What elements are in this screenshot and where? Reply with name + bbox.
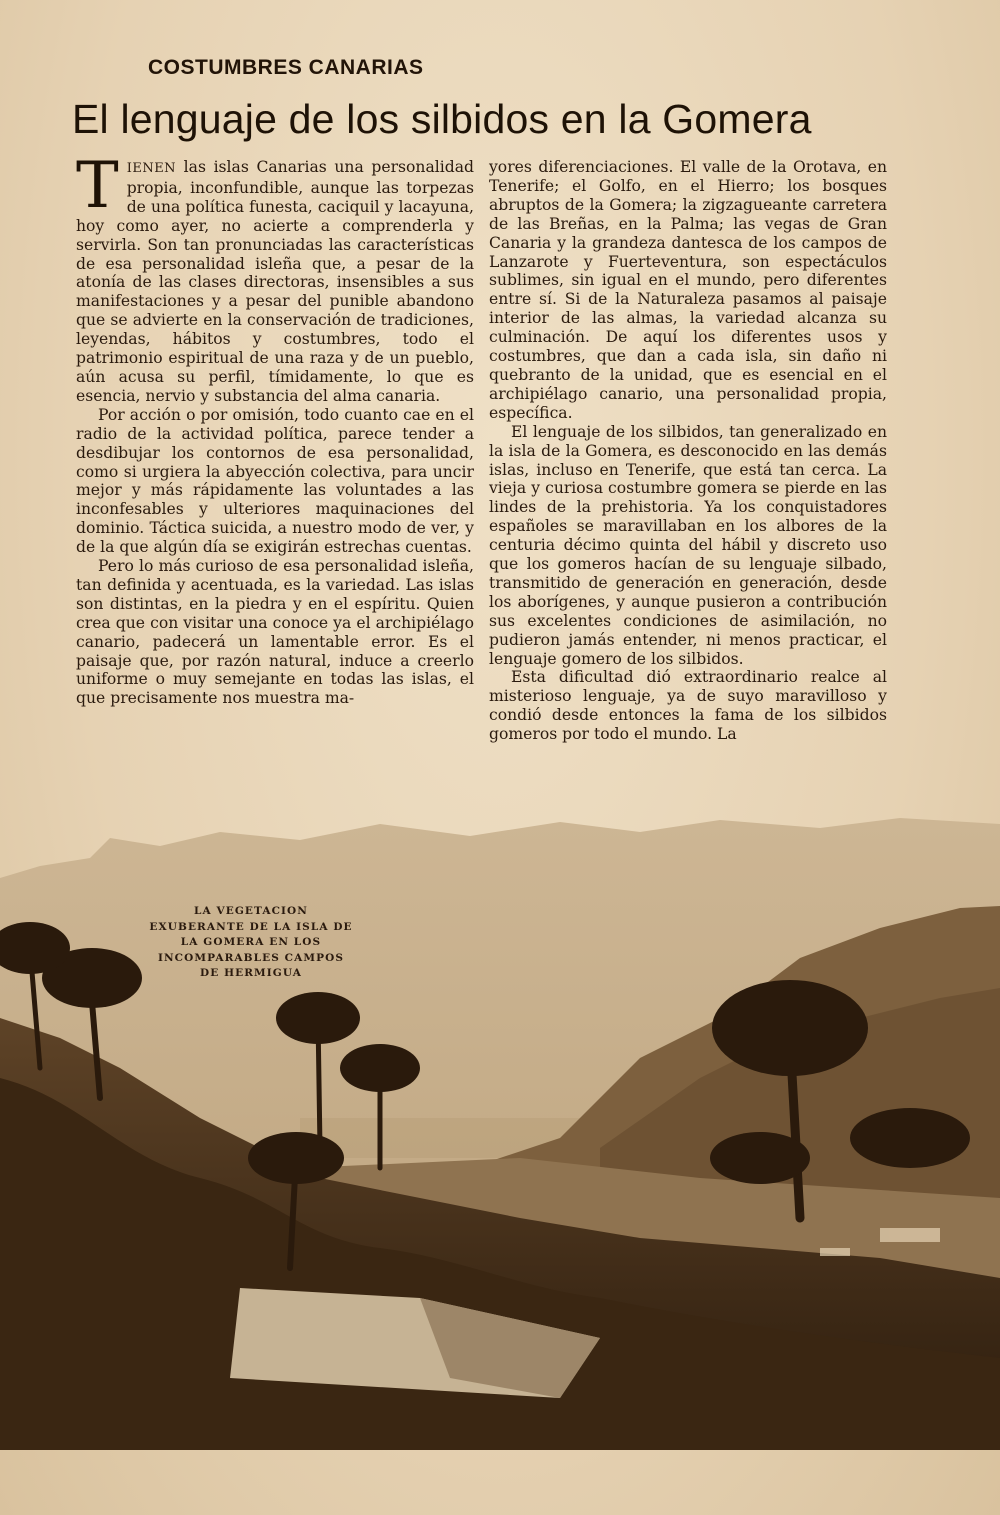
- article-paragraph: El lenguaje de los silbidos, tan generalizado en la isla de la Gomera, es desconocido en las demás islas, incluso en Tenerife, que está tan cerca. La vieja y curiosa costumbre gomera se pierde en las lindes de la prehistoria. Ya los conquistadores españoles se maravillaban en los albores de la centuria décimo quinta del hábil y discreto uso que los gomeros hacían de su lenguaje silbado, transmitido de generación en generación, desde los aborígenes, y aunque pusieron a contribución sus excelentes condiciones de asimilación, no pudieron jamás entender, ni menos practicar, el lenguaje gomero de los silbidos.: [489, 422, 887, 668]
- lead-word: IENEN: [126, 161, 177, 176]
- archive-pencil-mark: [879, 1462, 891, 1484]
- article-title: El lenguaje de los silbidos en la Gomera: [72, 96, 812, 142]
- section-label: COSTUMBRES CANARIAS: [148, 56, 424, 79]
- article-paragraph: TIENEN las islas Canarias una personalidad propia, inconfundible, aunque las torpezas de una política funesta, caciquil y lacayuna, hoy como ayer, no aciertе a comprenderla y servirla. Son tan pronunciadas las características de esa personalidad isleña que, a pesar de la atonía de las clases directoras, insensibles a sus manifestaciones y a pesar del punible abandono que se advierte en la conservación de tradiciones, leyendas, hábitos y costumbres, todo el patrimonio espiritual de una raza y de un pueblo, aún acusa su perfil, tímidamente, lo que es esencia, nervio y substancia del alma canaria.: [76, 149, 474, 405]
- article-column-right: [489, 158, 887, 744]
- article-paragraph: Por acción o por omisión, todo cuanto cae en el radio de la actividad política, parece tender a desdibujar los contornos de esa personalidad, como si urgiera la abyección colectiva, para uncir mejor y más rápidamente las voluntades a las inconfesables y ulteriores maquinaciones del dominio. Táctica suicida, a nuestro modo de ver, y de la que algún día se exigirán estrechas cuentas.: [76, 405, 474, 557]
- photo-caption: LA VEGETACION EXUBERANTE DE LA ISLA DE LA GOMERA EN LOS INCOMPARABLES CAMPOS DE HERMIGUA: [149, 905, 353, 979]
- article-paragraph: yores diferenciaciones. El valle de la Orotava, en Tenerife; el Golfo, en el Hierro; los bosques abruptos de la Gomera; la zigzagueante carretera de las Breñas, en la Palma; las vegas de Gran Canaria y la grandeza dantesca de los campos de Lanzarote y Fuerteventura, son espectáculos sublimes, sin igual en el mundo, pero diferentes entre sí. Si de la Naturaleza pasamos al paisaje interior de las almas, la variedad alcanza su culminación. De aquí los diferentes usos y costumbres, que dan a cada isla, sin daño ni quebranto de la unidad, que es esencial en el archipiélago canario, una personalidad propia, específica.: [489, 158, 887, 422]
- article-column-left: [76, 149, 474, 708]
- drop-cap: T: [76, 149, 119, 223]
- article-paragraph: Pero lo más curioso de esa personalidad isleña, tan definida y acentuada, es la variedad. Las islas son distintas, en la piedra y en el espíritu. Quien crea que con visitar una conoce ya el archipiélago canario, padecerá un lamentable error. Es el paisaje que, por razón natural, induce a creerlo uniforme o muy semejante en todas las islas, el que precisamente nos muestra ma-: [76, 557, 474, 708]
- article-paragraph: Esta dificultad dió extraordinario realce al misterioso lenguaje, ya de suyo maravilloso y condió desde entonces la fama de los silbidos gomeros por todo el mundo. La: [489, 668, 887, 744]
